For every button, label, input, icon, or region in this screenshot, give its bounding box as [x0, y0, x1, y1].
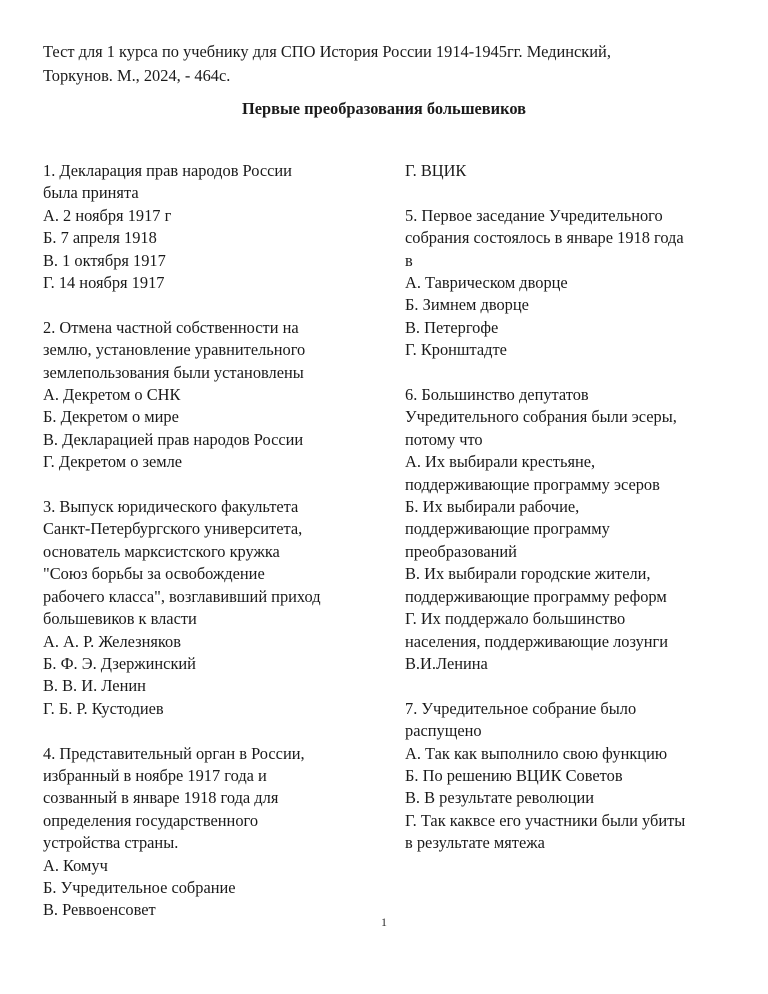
text-line: созванный в январе 1918 года для [43, 788, 279, 808]
text-line: В. Декларацией прав народов России [43, 429, 304, 449]
text-line: Г. Их поддержало большинство [405, 609, 626, 629]
text-line: поддерживающие программу эсеров [405, 474, 660, 494]
question-5 [405, 205, 739, 362]
question-7 [405, 698, 739, 855]
right-column [405, 160, 739, 922]
text-line: потому что [405, 429, 483, 449]
text-line: "Союз борьбы за освобождение [43, 564, 265, 584]
text-line: В. Петергофе [405, 317, 499, 337]
text-line: основатель марксистского кружка [43, 541, 280, 561]
text-line: рабочего класса", возглавивший приход [43, 586, 321, 606]
question-6 [405, 384, 739, 675]
text-line: Учредительного собрания были эсеры, [405, 407, 677, 427]
text-line: 1. Декларация прав народов России [43, 161, 292, 180]
text-line: В. Их выбирали городские жители, [405, 564, 651, 584]
document-title: Первые преобразования большевиков [242, 99, 526, 118]
text-line: В. Реввоенсовет [43, 900, 156, 920]
text-line: определения государственного [43, 810, 259, 830]
text-line: А. Декретом о СНК [43, 385, 181, 405]
text-line: собрания состоялось в январе 1918 года [405, 228, 684, 248]
text-line: преобразований [405, 541, 517, 561]
text-line: Г. 14 ноября 1917 [43, 273, 165, 293]
text-line: землепользования были установлены [43, 362, 304, 382]
text-line: в результате мятежа [405, 833, 545, 853]
text-line: 5. Первое заседание Учредительного [405, 205, 663, 225]
two-column-layout [43, 160, 739, 922]
text-line: 4. Представительный орган в России, [43, 743, 305, 763]
text-line: В. 1 октября 1917 [43, 250, 166, 270]
question-1 [43, 160, 377, 294]
text-line: Б. Учредительное собрание [43, 877, 236, 897]
text-line: поддерживающие программу реформ [405, 586, 667, 606]
header-line-2: Торкунов. М., 2024, - 464с. [43, 65, 231, 85]
text-line: А. Их выбирали крестьяне, [405, 452, 596, 472]
text-line: Б. Декретом о мире [43, 407, 179, 427]
left-column [43, 160, 377, 922]
text-line: Б. Зимнем дворце [405, 295, 529, 315]
text-line: Б. Их выбирали рабочие, [405, 497, 580, 517]
text-line: 6. Большинство депутатов [405, 385, 589, 405]
text-line: населения, поддерживающие лозунги [405, 631, 669, 651]
text-line: в [405, 250, 413, 270]
text-line: А. Комуч [43, 855, 108, 875]
text-line: поддерживающие программу [405, 519, 610, 539]
question-4-continued [405, 160, 739, 182]
text-line: Г. ВЦИК [405, 161, 467, 180]
text-line: А. А. Р. Железняков [43, 631, 181, 651]
text-line: 3. Выпуск юридического факультета [43, 497, 299, 517]
text-line: Санкт-Петербургского университета, [43, 519, 303, 539]
text-line: большевиков к власти [43, 609, 197, 629]
text-line: А. Таврическом дворце [405, 273, 568, 293]
question-3 [43, 496, 377, 720]
text-line: В.И.Ленина [405, 653, 488, 673]
text-line: Б. Ф. Э. Дзержинский [43, 653, 196, 673]
text-line: Г. Так каквсе его участники были убиты [405, 810, 686, 830]
text-line: распущено [405, 721, 482, 741]
text-line: Г. Б. Р. Кустодиев [43, 698, 164, 718]
text-line: А. Так как выполнило свою функцию [405, 743, 668, 763]
text-line: Б. 7 апреля 1918 [43, 228, 157, 248]
text-line: была принята [43, 183, 139, 203]
question-2 [43, 317, 377, 474]
question-4 [43, 743, 377, 922]
text-line: Г. Кронштадте [405, 340, 507, 360]
text-line: В. В результате революции [405, 788, 595, 808]
text-line: А. 2 ноября 1917 г [43, 205, 172, 225]
text-line: 7. Учредительное собрание было [405, 698, 637, 718]
text-line: Б. По решению ВЦИК Советов [405, 765, 623, 785]
text-line: 2. Отмена частной собственности на [43, 317, 299, 337]
header-line-1: Тест для 1 курса по учебнику для СПО История России 1914-1945гг. Мединский, [43, 42, 611, 61]
text-line: избранный в ноябре 1917 года и [43, 765, 267, 785]
text-line: В. В. И. Ленин [43, 676, 146, 696]
text-line: устройства страны. [43, 833, 179, 853]
text-line: землю, установление уравнительного [43, 340, 306, 360]
document-header [43, 40, 739, 87]
page-number: 1 [381, 915, 387, 929]
text-line: Г. Декретом о земле [43, 452, 183, 472]
